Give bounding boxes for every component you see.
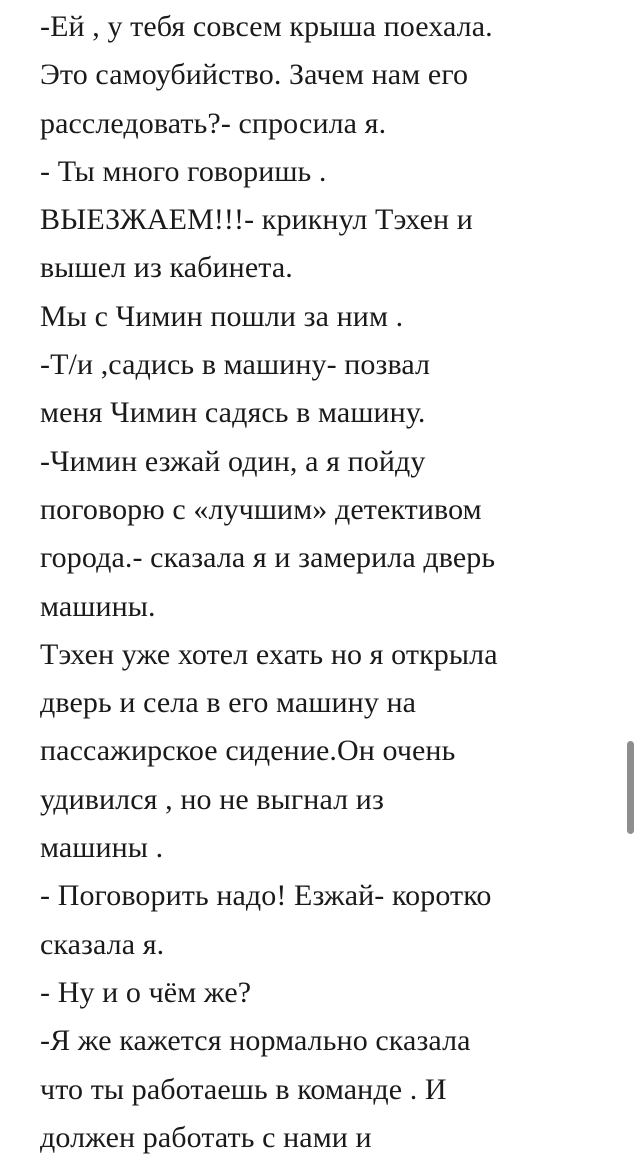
story-line: пассажирское сидение.Он очень [40,734,456,768]
story-line: Тэхен уже хотел ехать но я открыла [40,637,498,671]
story-line: -Чимин езжай один, а я пойду [40,444,426,478]
story-line: должен работать с нами и [40,1120,372,1154]
story-line: - Поговорить надо! Езжай- коротко [40,879,492,913]
story-line: -Т/и ,садись в машину- позвал [40,348,431,382]
story-line: города.- сказала я и замерила дверь [40,541,496,575]
story-line: - Ты много говоришь . [40,154,327,188]
story-line: -Я же кажется нормально сказала [40,1024,471,1058]
story-line: меня Чимин садясь в машину. [40,396,426,430]
story-line: поговорю с «лучшим» детективом [40,492,482,526]
story-line: дверь и села в его машину на [40,686,417,720]
story-line: машины. [40,589,156,623]
story-line: машины . [40,831,164,865]
story-line: что ты работаешь в команде . И [40,1072,447,1106]
story-line: - Ну и о чём же? [40,975,252,1009]
story-line: Это самоубийство. Зачем нам его [40,58,469,92]
story-line: вышел из кабинета. [40,251,293,285]
story-line: удивился , но не выгнал из [40,782,384,816]
story-text [40,3,600,1162]
story-line: ВЫЕЗЖАЕМ!!!- крикнул Тэхен и [40,203,473,237]
story-line: Мы с Чимин пошли за ним . [40,299,404,333]
scrollbar-thumb[interactable] [627,741,634,834]
story-line: расследовать?- спросила я. [40,106,387,140]
story-line: -Ей , у тебя совсем крыша поехала. [40,10,493,43]
story-line: сказала я. [40,927,165,961]
